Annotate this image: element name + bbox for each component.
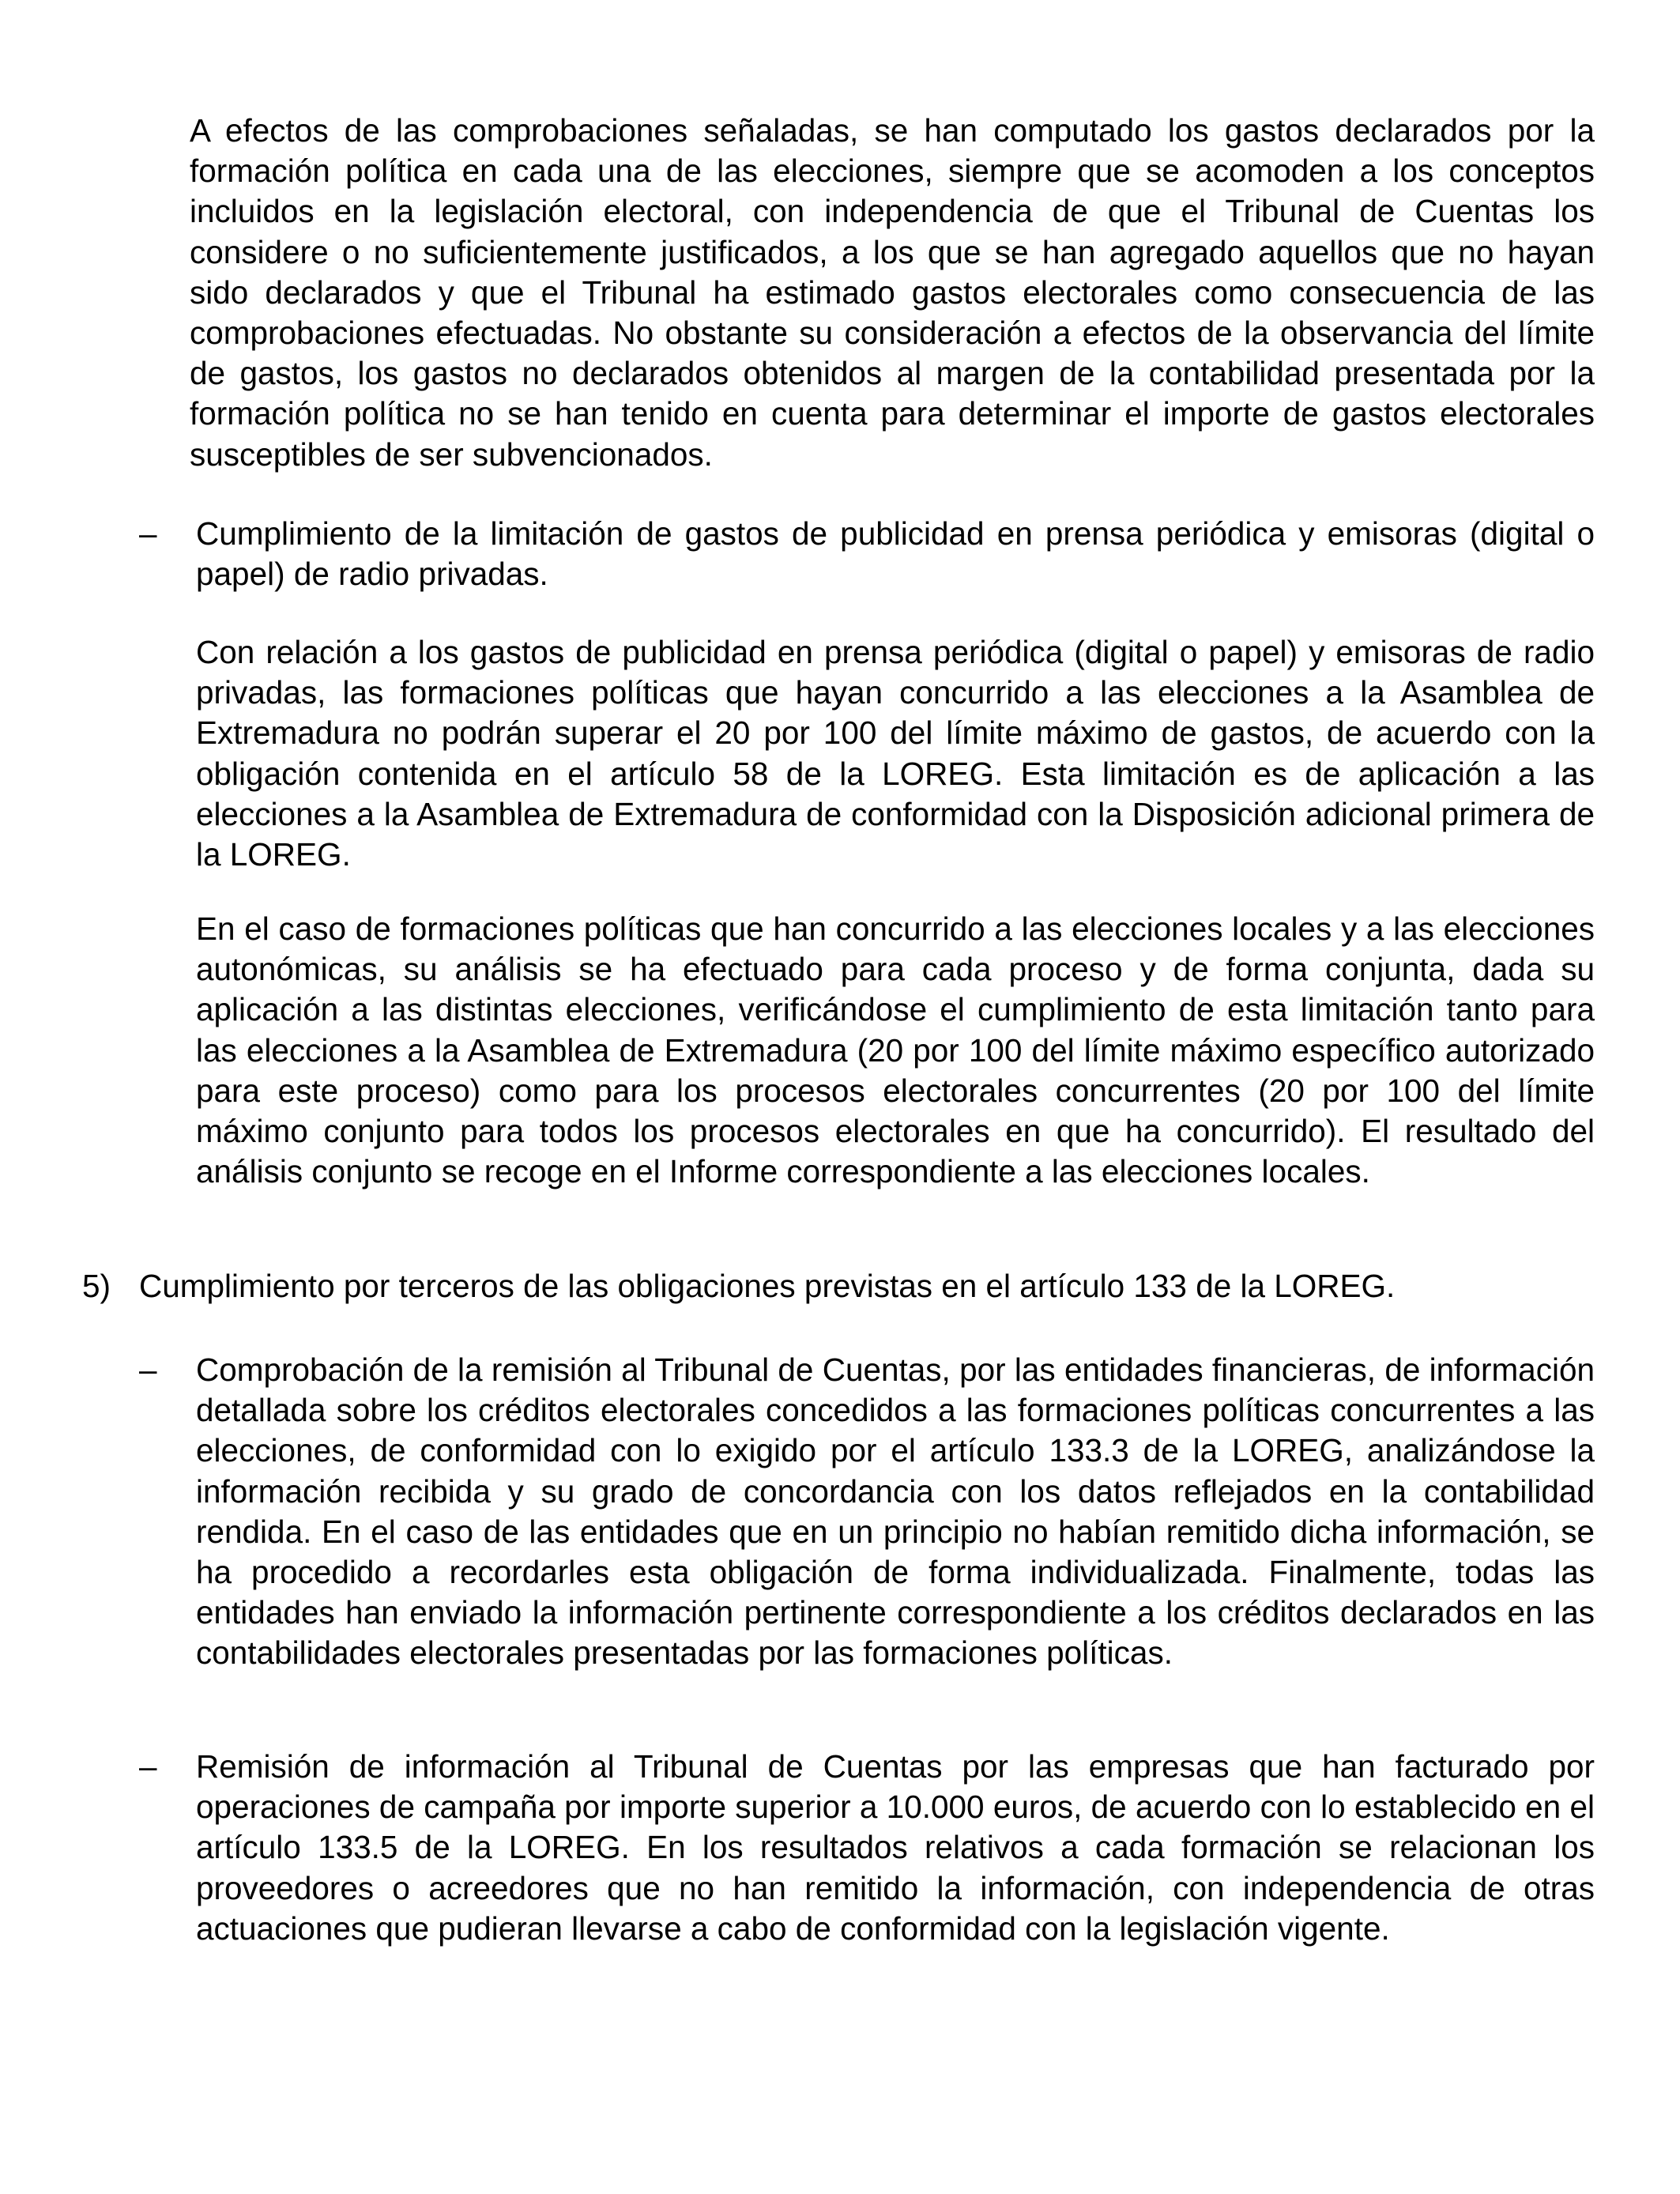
section-5-title: Cumplimiento por terceros de las obligaciones previstas en el artículo 133 de la LOREG.	[139, 1268, 1396, 1304]
intro-paragraph: A efectos de las comprobaciones señaladas, se han computado los gastos declarados por la formación política en cada una de las elecciones, siempre que se acomoden a los conceptos incluidos en la legislación electoral, con independencia de que el Tribunal de Cuentas los considere o no suficientemente justificados, a los que se han agregado aquellos que no hayan sido declarados y que el Tribunal ha estimado gastos electorales como consecuencia de las comprobaciones efectuadas. No obstante su consideración a efectos de la observancia del límite de gastos, los gastos no declarados obtenidos al margen de la contabilidad presentada por la formación política no se han tenido en cuenta para determinar el importe de gastos electorales susceptibles de ser subvencionados.	[190, 112, 1595, 473]
section-5-item-1-marker: –	[139, 1351, 157, 1388]
publicity-item-heading: Cumplimiento de la limitación de gastos de publicidad en prensa periódica y emisoras (digital o papel) de radio privadas.	[196, 515, 1595, 593]
section-5-item-2-text: Remisión de información al Tribunal de Cuentas por las empresas que han facturado por operaciones de campaña por importe superior a 10.000 euros, de acuerdo con lo establecido en el artículo 133.5 de la LOREG. En los resultados relativos a cada formación se relacionan los proveedores o acreedores que no han remitido la información, con independencia de otras actuaciones que pudieran llevarse a cabo de conformidad con la legislación vigente.	[196, 1748, 1595, 1947]
section-5-item-1-text: Comprobación de la remisión al Tribunal de Cuentas, por las entidades financieras, de información detallada sobre los créditos electorales concedidos a las formaciones políticas concurrentes a las elecciones, de conformidad con lo exigido por el artículo 133.3 de la LOREG, analizándose la información recibida y su grado de concordancia con los datos reflejados en la contabilidad rendida. En el caso de las entidades que en un principio no habían remitido dicha información, se ha procedido a recordarles esta obligación de forma individualizada. Finalmente, todas las entidades han enviado la información pertinente correspondiente a los créditos declarados en las contabilidades electorales presentadas por las formaciones políticas.	[196, 1351, 1595, 1672]
publicity-paragraph-2: En el caso de formaciones políticas que han concurrido a las elecciones locales y a las elecciones autonómicas, su análisis se ha efectuado para cada proceso y de forma conjunta, dada su aplicación a las distintas elecciones, verificándose el cumplimiento de esta limitación tanto para las elecciones a la Asamblea de Extremadura (20 por 100 del límite máximo específico autorizado para este proceso) como para los procesos electorales concurrentes (20 por 100 del límite máximo conjunto para todos los procesos electorales en que ha concurrido). El resultado del análisis conjunto se recoge en el Informe correspondiente a las elecciones locales.	[196, 910, 1595, 1190]
publicity-item-marker: –	[139, 515, 157, 552]
publicity-paragraph-1: Con relación a los gastos de publicidad en prensa periódica (digital o papel) y emisoras de radio privadas, las formaciones políticas que hayan concurrido a las elecciones a la Asamblea de Extremadura no podrán superar el 20 por 100 del límite máximo de gastos, de acuerdo con la obligación contenida en el artículo 58 de la LOREG. Esta limitación es de aplicación a las elecciones a la Asamblea de Extremadura de conformidad con la Disposición adicional primera de la LOREG.	[196, 634, 1595, 873]
section-5-number: 5)	[82, 1268, 111, 1304]
section-5-item-2-marker: –	[139, 1748, 157, 1785]
